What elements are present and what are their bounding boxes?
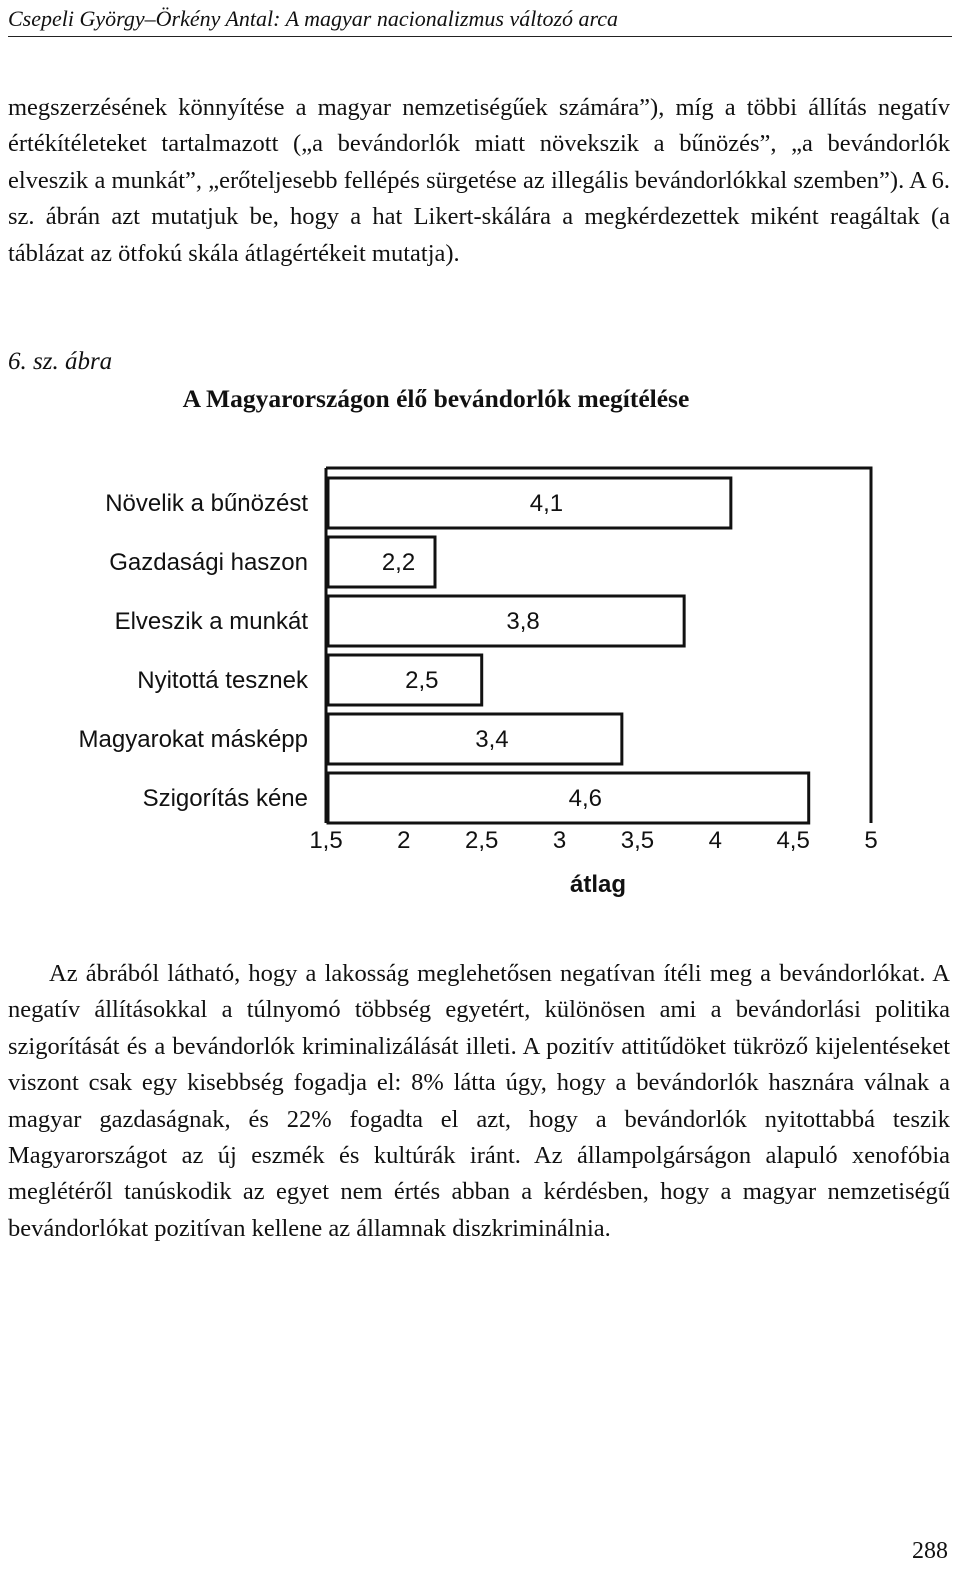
x-tick-label-7: 4,5 bbox=[776, 827, 810, 854]
figure-title: A Magyarországon élő bevándorlók megítélése bbox=[182, 384, 690, 413]
bar-value-label-5: 3,4 bbox=[475, 726, 509, 753]
page-number: 288 bbox=[912, 1538, 948, 1564]
bar-value-label-1: 4,1 bbox=[529, 490, 564, 517]
bar-value-label-6: 4,6 bbox=[568, 785, 603, 812]
bar-value-label-2: 2,2 bbox=[381, 549, 416, 576]
bar-value-label-4: 2,5 bbox=[405, 667, 439, 694]
x-tick-label-5: 3,5 bbox=[620, 827, 655, 854]
category-label-5: Magyarokat másképp bbox=[78, 726, 308, 753]
bar-chart bbox=[0, 440, 960, 920]
category-label-1: Növelik a bűnözést bbox=[105, 490, 308, 517]
running-header: Csepeli György–Örkény Antal: A magyar nacionalizmus változó arca bbox=[8, 4, 952, 37]
category-label-4: Nyitottá tesznek bbox=[137, 667, 308, 694]
category-label-3: Elveszik a munkát bbox=[114, 608, 308, 635]
body-paragraph-1: megszerzésének könnyítése a magyar nemzetiségűek számára”), míg a többi állítás negatív értékítéleteket tartalmazott („a bevándorlók miatt növekszik a bűnözés”, „a bevándorlók elveszik a munkát”, „erőteljesebb fellépés sürgetése az illegális bevándorlókkal szemben”). A 6. sz. ábrán azt mutatjuk be, hogy a hat Likert-skálára a megkérdezettek miként reagáltak (a táblázat az ötfokú skála átlagértékeit mutatja). bbox=[8, 94, 950, 267]
figure-number: 6. sz. ábra bbox=[8, 348, 113, 375]
x-tick-label-2: 2 bbox=[397, 827, 411, 854]
body-paragraph-2: Az ábrából látható, hogy a lakosság meglehetősen negatívan ítéli meg a bevándorlókat. A negatív állításokkal a túlnyomó többség egyetért, különösen ami a bevándorlási politika szigorítását és a bevándorlók kriminalizálását illeti. A pozitív attitűdöket tükröző kijelentéseket viszont csak egy kisebbség fogadja el: 8% látta úgy, hogy a bevándorlók hasznára válnak a magyar gazdaságnak, és 22% fogadta el azt, hogy a bevándorlók nyitottabbá teszik Magyarországot az új eszmék és kultúrák iránt. Az állampolgárságon alapuló xenofóbia meglétéről tanúskodik az egyet nem értés abban a kérdésben, hogy a magyar nemzetiségű bevándorlókat pozitívan kellene az államnak diszkriminálnia. bbox=[8, 960, 950, 1242]
category-label-2: Gazdasági haszon bbox=[109, 549, 308, 576]
category-label-6: Szigorítás kéne bbox=[142, 785, 308, 812]
x-tick-label-4: 3 bbox=[552, 827, 567, 854]
bar-value-label-3: 3,8 bbox=[506, 608, 540, 635]
x-tick-label-1: 1,5 bbox=[309, 827, 343, 854]
x-tick-label-3: 2,5 bbox=[465, 827, 499, 854]
x-tick-label-6: 4 bbox=[708, 827, 722, 854]
x-tick-label-8: 5 bbox=[864, 827, 878, 854]
x-axis-label: átlag bbox=[569, 871, 627, 898]
bar-chart-svg bbox=[0, 440, 960, 920]
